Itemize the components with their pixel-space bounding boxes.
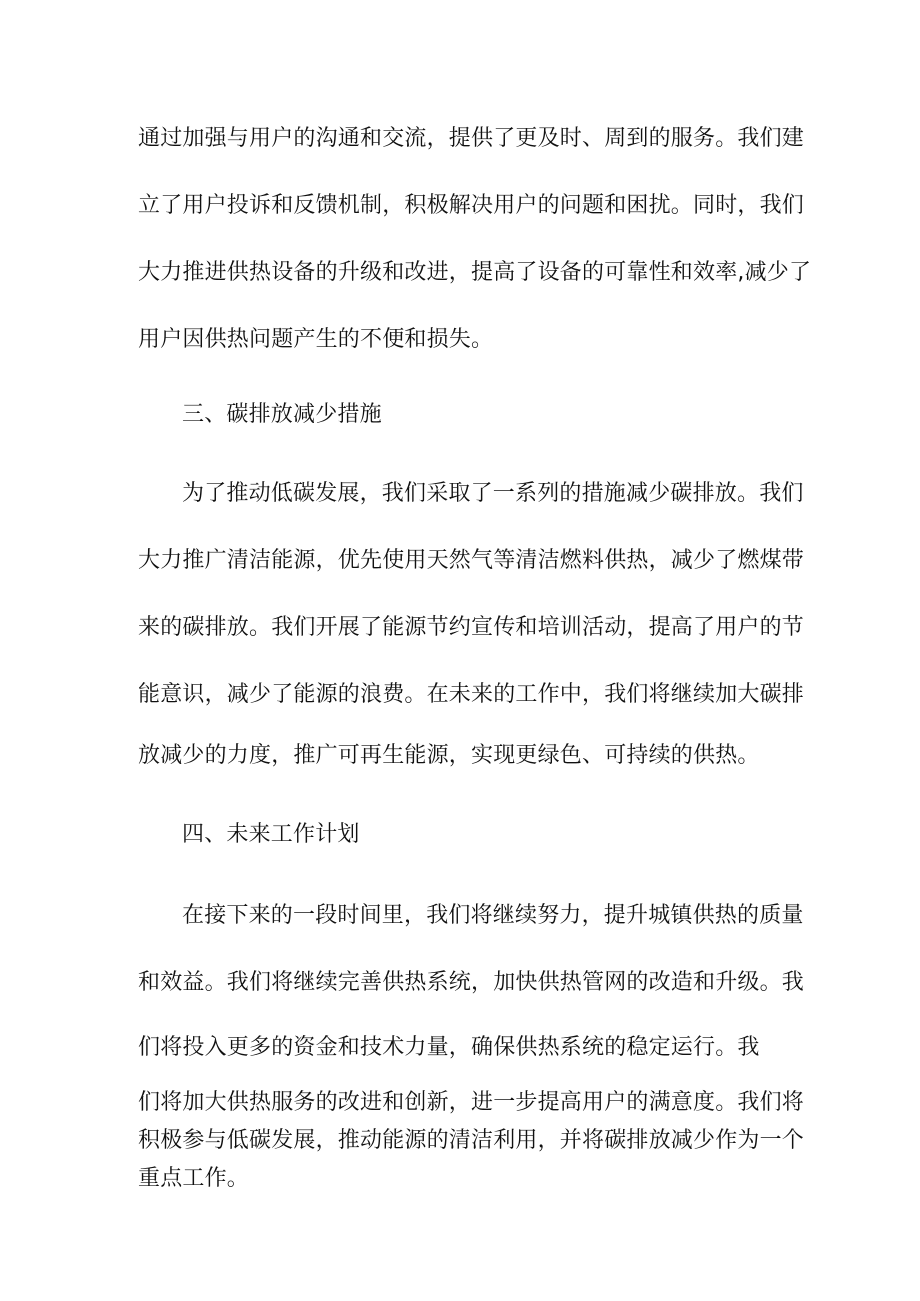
- paragraph-carbon-line-5: 放减少的力度，推广可再生能源，实现更绿色、可持续的供热。: [138, 743, 760, 768]
- paragraph-plan-line-6: 重点工作。: [138, 1166, 250, 1191]
- paragraph-plan-line-5: 积极参与低碳发展，推动能源的清洁利用，并将碳排放减少作为一个: [138, 1128, 805, 1153]
- paragraph-carbon-line-2: 大力推广清洁能源，优先使用天然气等清洁燃料供热，减少了燃煤带: [138, 548, 805, 573]
- paragraph-carbon-line-1: 为了推动低碳发展，我们采取了一系列的措施减少碳排放。我们: [182, 481, 804, 506]
- paragraph-plan-line-1: 在接下来的一段时间里，我们将继续努力，提升城镇供热的质量: [182, 903, 804, 928]
- paragraph-service-line-4: 用户因供热问题产生的不便和损失。: [138, 327, 494, 352]
- paragraph-plan-line-3: 们将投入更多的资金和技术力量，确保供热系统的稳定运行。我: [138, 1035, 760, 1060]
- paragraph-plan-line-4: 们将加大供热服务的改进和创新，进一步提高用户的满意度。我们将: [138, 1090, 805, 1115]
- section-4-heading: 四、未来工作计划: [182, 822, 360, 847]
- section-3-heading: 三、碳排放减少措施: [182, 402, 382, 427]
- paragraph-service-line-2: 立了用户投诉和反馈机制，积极解决用户的问题和困扰。同时，我们: [138, 193, 805, 218]
- paragraph-service-line-1: 通过加强与用户的沟通和交流，提供了更及时、周到的服务。我们建: [138, 126, 805, 151]
- paragraph-carbon-line-3: 来的碳排放。我们开展了能源节约宣传和培训活动，提高了用户的节: [138, 615, 805, 640]
- paragraph-plan-line-2: 和效益。我们将继续完善供热系统，加快供热管网的改造和升级。我: [138, 970, 805, 995]
- paragraph-service-line-3: 大力推进供热设备的升级和改进，提高了设备的可靠性和效率,减少了: [138, 260, 812, 285]
- paragraph-carbon-line-4: 能意识，减少了能源的浪费。在未来的工作中，我们将继续加大碳排: [138, 682, 805, 707]
